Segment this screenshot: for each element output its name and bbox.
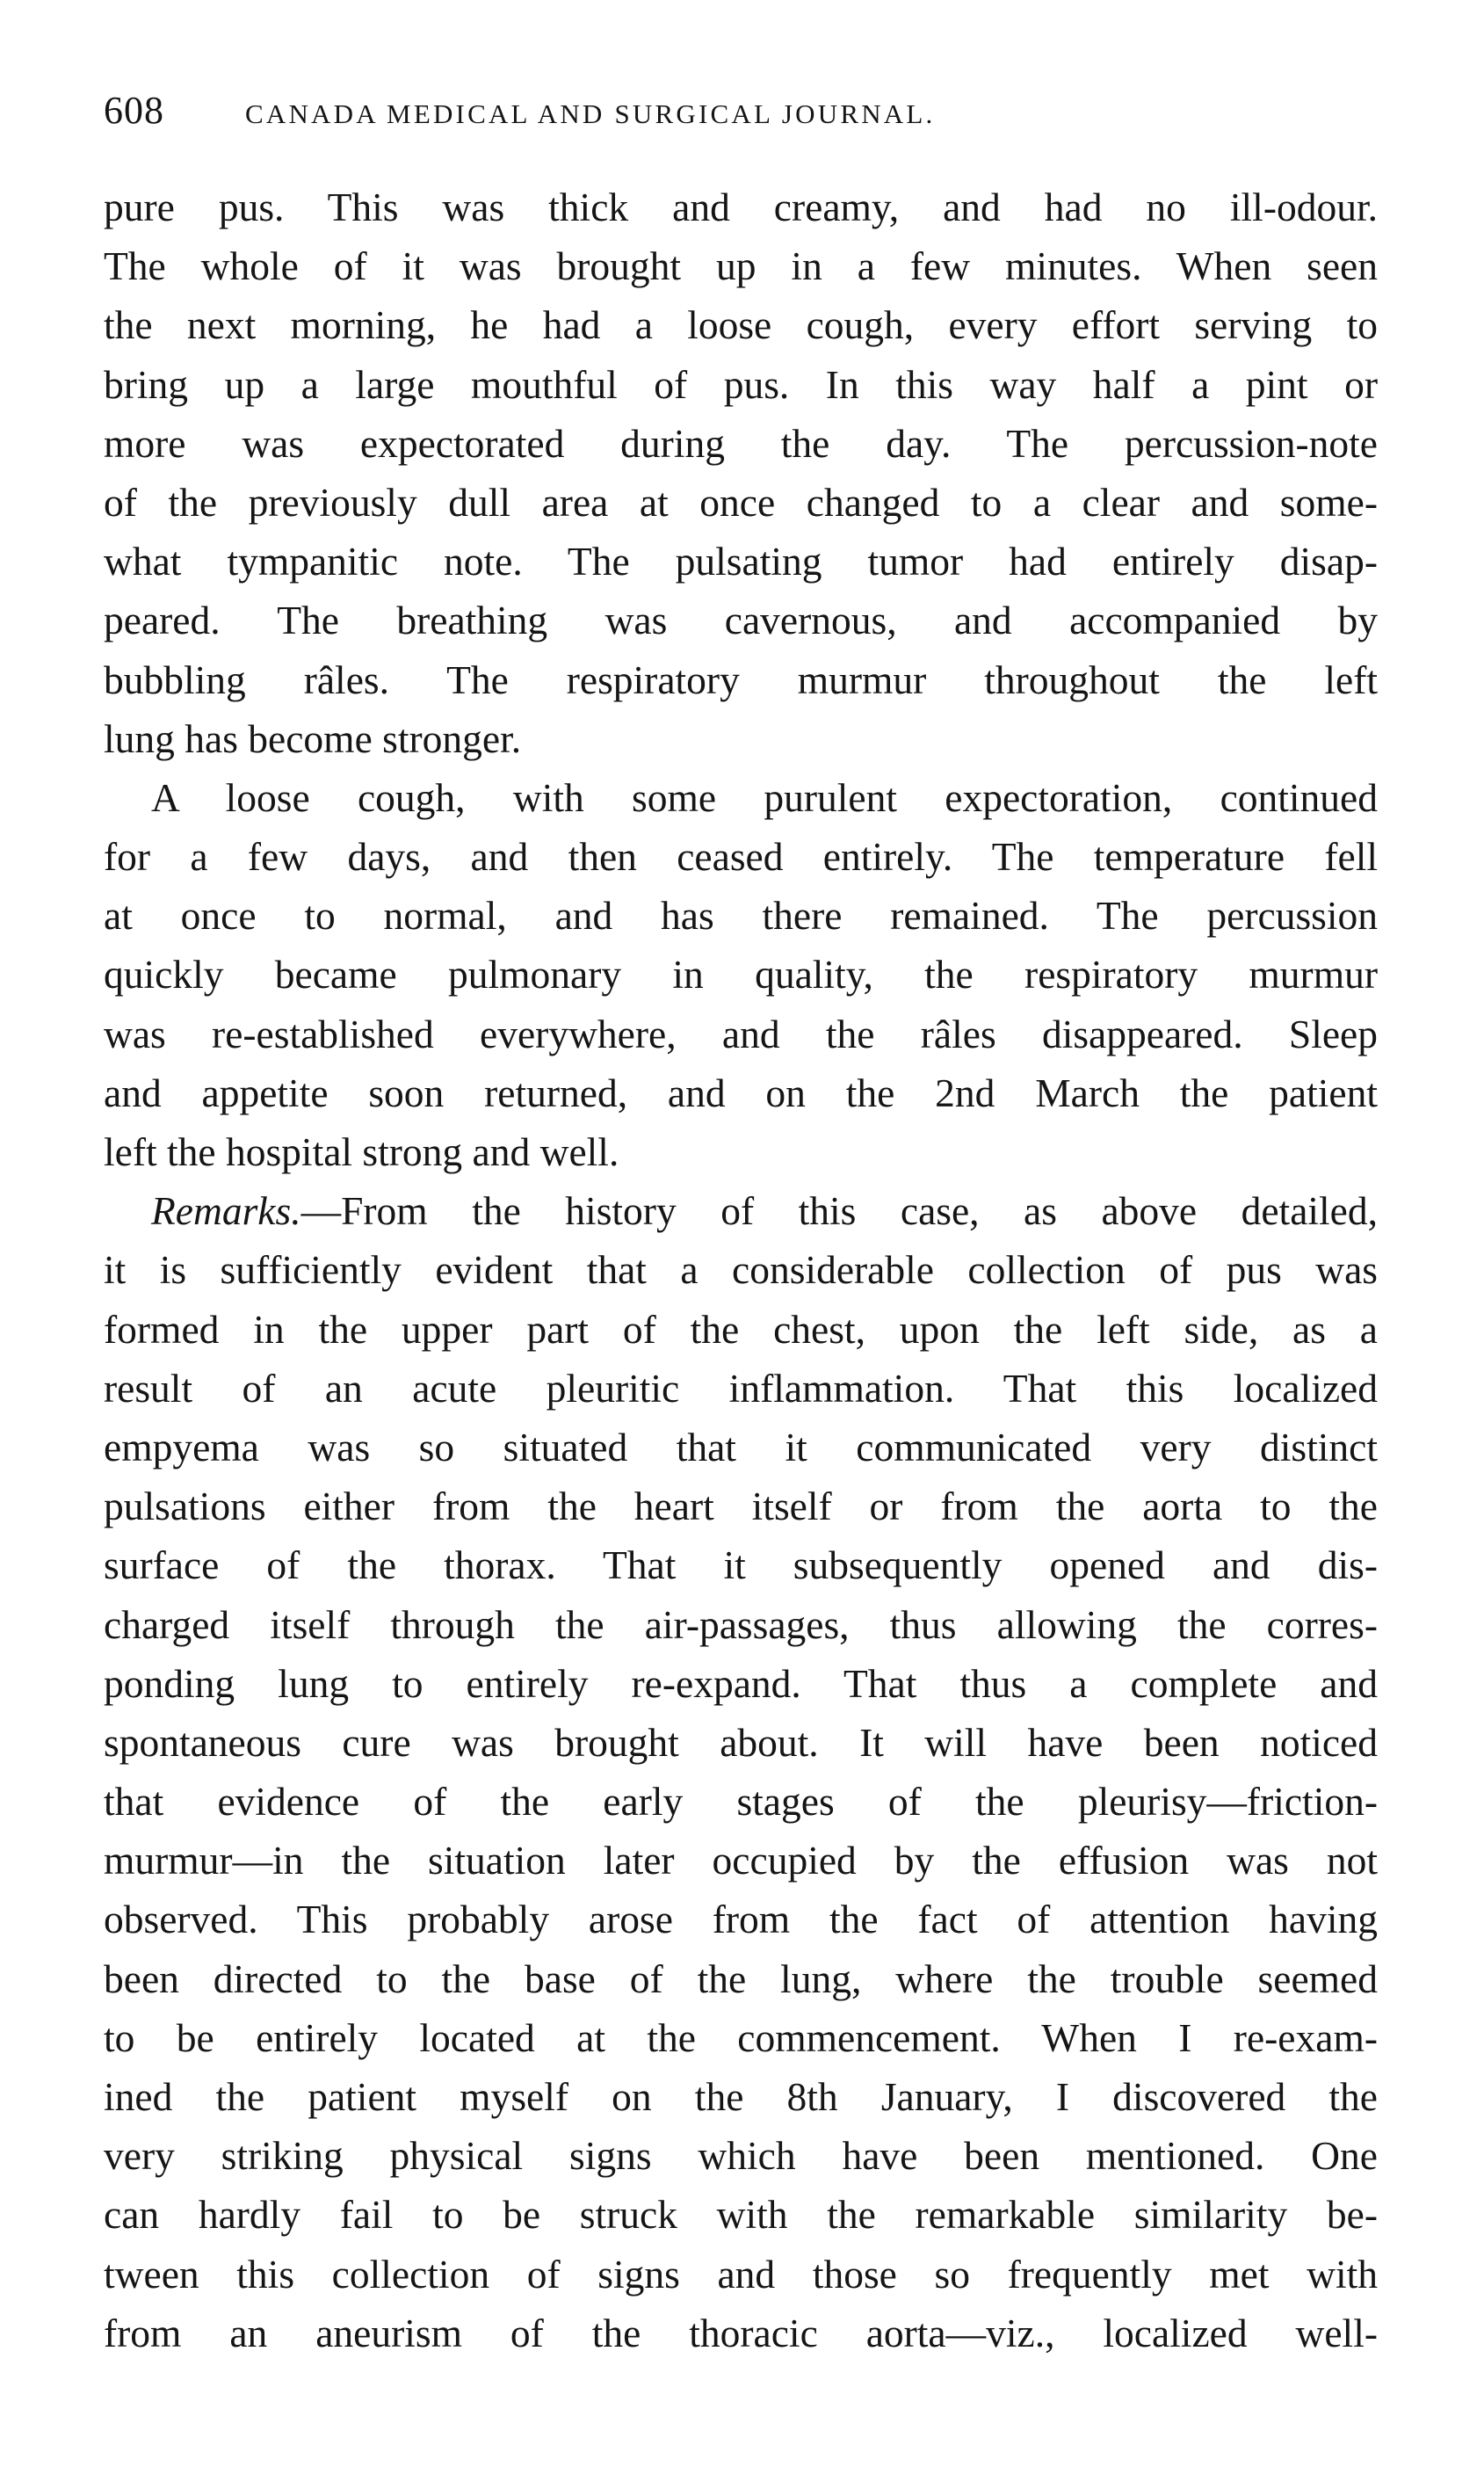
text-line: of the previously dull area at once changed to a clear and some- [104,479,1378,525]
text-line: formed in the upper part of the chest, upon the left side, as a [104,1306,1378,1352]
text-line: empyema was so situated that it communicated very distinct [104,1424,1378,1469]
text-line: was re-established everywhere, and the râles disappeared. Sleep [104,1011,1378,1056]
text-line: very striking physical signs which have been mentioned. One [104,2133,1378,2179]
remarks-line-text: From the history of this case, as above detailed, [341,1188,1378,1234]
text-line: tween this collection of signs and those so frequently met with [104,2251,1378,2297]
text-line: charged itself through the air-passages, thus allowing the corres- [104,1601,1378,1647]
text-line: The whole of it was brought up in a few minutes. When seen [104,243,1378,289]
text-line: to be entirely located at the commencement. When I re-exam- [104,2014,1378,2060]
text-line: result of an acute pleuritic inflammation. That this localized [104,1365,1378,1411]
remarks-heading: Remarks. [151,1188,301,1234]
text-line: quickly became pulmonary in quality, the respiratory murmur [104,952,1378,998]
text-line: and appetite soon returned, and on the 2nd March the patient [104,1070,1378,1115]
text-line: been directed to the base of the lung, where the trouble seemed [104,1956,1378,2001]
text-line: that evidence of the early stages of the pleurisy—friction- [104,1779,1378,1825]
text-line: peared. The breathing was cavernous, and accompanied by [104,598,1378,643]
text-line: the next morning, he had a loose cough, every effort serving to [104,302,1378,348]
text-line: what tympanitic note. The pulsating tumor had entirely disap- [104,539,1378,584]
text-line: more was expectorated during the day. The percussion-note [104,420,1378,466]
text-line: ponding lung to entirely re-expand. That thus a complete and [104,1660,1378,1706]
text-line: from an aneurism of the thoracic aorta—viz., localized well- [104,2310,1378,2355]
text-line: observed. This probably arose from the fact of attention having [104,1897,1378,1942]
text-line: can hardly fail to be struck with the remarkable similarity be- [104,2192,1378,2238]
remarks-dash: — [300,1188,342,1234]
text-line: surface of the thorax. That it subsequently opened and dis- [104,1542,1378,1588]
paragraph-last-line: lung has become stronger. [104,715,522,761]
text-line: ined the patient myself on the 8th January, I discovered the [104,2074,1378,2119]
running-title: CANADA MEDICAL AND SURGICAL JOURNAL. [245,98,936,129]
text-line: pulsations either from the heart itself or from the aorta to the [104,1484,1378,1529]
text-line: it is sufficiently evident that a considerable collection of pus was [104,1247,1378,1293]
text-line: bring up a large mouthful of pus. In this way half a pint or [104,361,1378,407]
text-line: bubbling râles. The respiratory murmur throughout the left [104,657,1378,702]
text-line: at once to normal, and has there remained. The percussion [104,893,1378,939]
paragraph-first-line: A loose cough, with some purulent expectoration, continued [151,774,1378,820]
text-line: for a few days, and then ceased entirely. The temperature fell [104,834,1378,880]
page-number: 608 [104,89,164,132]
remarks-first-line [104,1181,1378,1240]
article-body [104,178,1378,2362]
page-header [104,88,1378,149]
text-line: spontaneous cure was brought about. It will have been noticed [104,1719,1378,1765]
paragraph-last-line: left the hospital strong and well. [104,1129,619,1174]
text-line: pure pus. This was thick and creamy, and had no ill-odour. [104,185,1378,229]
text-line: murmur—in the situation later occupied by the effusion was not [104,1838,1378,1883]
